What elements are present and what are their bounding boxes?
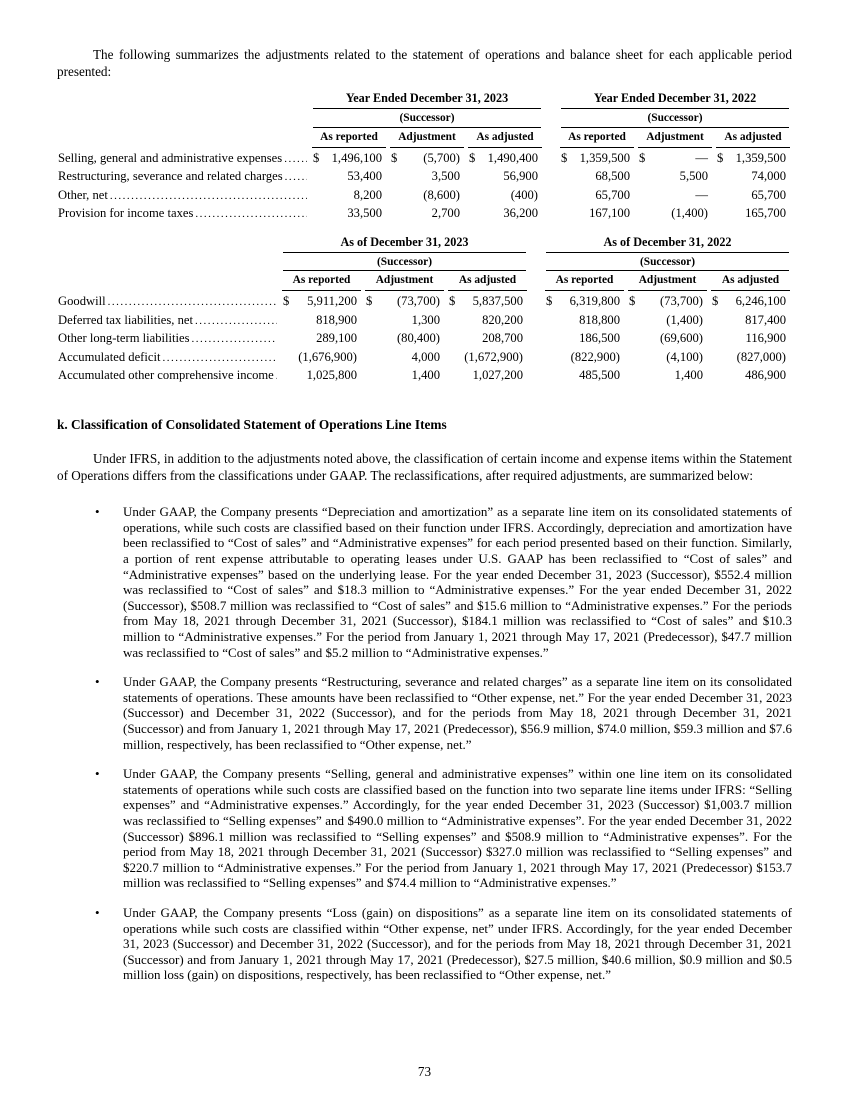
amount-cell: 8,200	[353, 187, 382, 202]
amount-cell: 186,500	[579, 331, 620, 346]
table-row	[57, 330, 792, 348]
amount-cell: $ 1,490,400	[469, 151, 538, 166]
bullet-list	[57, 504, 792, 983]
amount-cell: $ 1,359,500	[717, 151, 786, 166]
column-group-subtitle: (Successor)	[543, 255, 792, 274]
dot-leader	[162, 350, 277, 365]
table-row	[57, 205, 792, 223]
amount-cell: 5,500	[679, 169, 708, 184]
amount-cell: $ (73,700)	[629, 294, 703, 309]
column-header-row	[57, 130, 792, 150]
amount-cell: $ (5,700)	[391, 151, 460, 166]
intro-paragraph: The following summarizes the adjustments related to the statement of operations and balance sheet for each applicable period presented:	[57, 47, 792, 80]
amount-cell: 2,700	[431, 206, 460, 221]
column-group-subtitle: (Successor)	[280, 255, 529, 274]
amount-cell: (1,400)	[666, 312, 703, 327]
column-header: Adjustment	[636, 130, 714, 150]
row-label: Accumulated other comprehensive income .....	[57, 367, 280, 385]
amount-cell: (8,600)	[423, 187, 460, 202]
column-header: As reported	[310, 130, 388, 150]
amount-cell: 820,200	[482, 312, 523, 327]
amount-cell: $ 1,496,100	[313, 151, 382, 166]
amount-cell: $ 5,837,500	[449, 294, 523, 309]
column-header: As reported	[280, 273, 363, 293]
amount-cell: 1,025,800	[306, 367, 357, 382]
bullet-icon: •	[95, 504, 100, 520]
row-label: Other long-term liabilities .....	[57, 330, 280, 348]
dot-leader	[195, 206, 307, 221]
column-header-row	[57, 273, 792, 293]
row-label: Other, net .....	[57, 187, 310, 205]
amount-cell: 4,000	[411, 349, 440, 364]
amount-cell: 165,700	[745, 206, 786, 221]
table-row	[57, 312, 792, 330]
column-header: Adjustment	[388, 130, 466, 150]
amount-cell: 817,400	[745, 312, 786, 327]
amount-cell: (69,600)	[659, 331, 703, 346]
list-item	[95, 905, 792, 983]
dot-leader	[108, 294, 277, 309]
list-item	[95, 504, 792, 660]
amount-cell: $ —	[639, 151, 708, 166]
bullet-text: Under GAAP, the Company presents “Restructuring, severance and related charges” as a separate line item on its consolidated statements of operations. These amounts have been reclassified to “Other expense, net.” For the year ended December 31, 2023 (Successor) and December 31, 2022 (Successor), and for the periods from May 18, 2021 through December 31, 2021 (Successor) and from January 1, 2021 through May 17, 2021 (Predecessor), $56.9 million, $74.0 million, $59.3 million and $7.6 million, respectively, has been reclassified to “Other expense, net.”	[123, 674, 792, 752]
column-header: As reported	[558, 130, 636, 150]
amount-cell: 36,200	[503, 206, 538, 221]
amount-cell: $ 1,359,500	[561, 151, 630, 166]
column-group-title: As of December 31, 2023	[280, 234, 529, 255]
dot-leader	[285, 169, 307, 184]
table-row	[57, 367, 792, 385]
bullet-icon: •	[95, 904, 100, 920]
list-item	[95, 766, 792, 891]
group-subtitle-row	[57, 255, 792, 274]
amount-cell: 818,900	[316, 312, 357, 327]
amount-cell: (1,676,900)	[298, 349, 357, 364]
table-row	[57, 293, 792, 311]
bullet-text: Under GAAP, the Company presents “Depreciation and amortization” as a separate line item on its consolidated statements of operations, while such costs are classified based on their function under IFRS. Accordingly, depreciation and amortization have been reclassified to “Cost of sales” and “Administrative expenses” for each period presented based on their function. Similarly, a portion of rent expense attributable to operating leases under U.S. GAAP has been reclassified to “Cost of sales” and “Administrative expenses” based on the underlying lease. For the year ended December 31, 2023 (Successor), $552.4 million was reclassified to “Cost of sales” and $18.3 million to “Administrative expenses.” For the year ended December 31, 2022 (Successor), $508.7 million was reclassified to “Cost of sales” and $15.6 million to “Administrative expenses.” For the periods from May 18, 2021 through December 31, 2021 (Successor), $184.1 million was reclassified to “Cost of sales” and $10.3 million to “Administrative expenses.” For the period from January 1, 2021 through May 17, 2021 (Predecessor), $47.7 million was reclassified to “Cost of sales” and $5.2 million to “Administrative expenses.”	[123, 504, 792, 660]
page-number: 73	[417, 1064, 432, 1079]
amount-cell: 1,400	[674, 367, 703, 382]
amount-cell: $ 6,246,100	[712, 294, 786, 309]
list-item	[95, 674, 792, 752]
column-group-title: Year Ended December 31, 2023	[310, 90, 544, 111]
amount-cell: 1,300	[411, 312, 440, 327]
section-heading: k. Classification of Consolidated Statement of Operations Line Items	[57, 417, 447, 433]
row-label: Selling, general and administrative expenses .....	[57, 150, 310, 168]
amount-cell: 33,500	[347, 206, 382, 221]
amount-cell: 208,700	[482, 331, 523, 346]
amount-cell: (400)	[510, 187, 538, 202]
amount-cell: $ (73,700)	[366, 294, 440, 309]
amount-cell: (1,400)	[671, 206, 708, 221]
section-intro-paragraph: Under IFRS, in addition to the adjustments noted above, the classification of certain income and expense items within the Statement of Operations differs from the classifications under GAAP. The reclassifications, after required adjustments, are summarized below:	[57, 450, 792, 484]
amount-cell: 56,900	[503, 169, 538, 184]
amount-cell: 485,500	[579, 367, 620, 382]
amount-cell: 65,700	[595, 187, 630, 202]
bullet-text: Under GAAP, the Company presents “Selling, general and administrative expenses” within one line item on its consolidated statements of operations while such costs are classified based on the function into two separate line items under IFRS: “Selling expenses” and “Administrative expenses.” Accordingly, for the year ended December 31, 2023 (Successor) $1,003.7 million was reclassified to “Selling expenses” and $490.0 million to “Administrative expenses”. For the year ended December 31, 2022 (Successor) $896.1 million was reclassified to “Selling expenses” and $508.9 million to “Administrative expenses”. For the period from May 18, 2021 through December 31, 2021 (Successor) $327.0 million was reclassified to “Selling expenses” and $220.7 million to “Administrative expenses.” For the period from January 1, 2021 through May 17, 2021 (Predecessor) $153.7 million was reclassified to “Selling expenses” and $74.4 million to “Administrative expenses.”	[123, 766, 792, 891]
dot-leader	[284, 151, 307, 166]
amount-cell: (827,000)	[736, 349, 786, 364]
table-row	[57, 349, 792, 367]
amount-cell: 74,000	[751, 169, 786, 184]
bullet-icon: •	[95, 766, 100, 782]
column-header: As adjusted	[466, 130, 544, 150]
amount-cell: (1,672,900)	[464, 349, 523, 364]
amount-cell: (822,900)	[570, 349, 620, 364]
column-header: As adjusted	[709, 273, 792, 293]
amount-cell: 1,400	[411, 367, 440, 382]
dot-leader	[192, 331, 277, 346]
amount-cell: 167,100	[589, 206, 630, 221]
bullet-text: Under GAAP, the Company presents “Loss (gain) on dispositions” as a separate line item on its consolidated statements of operations while such costs are classified within “Other expense, net” under IFRS. Accordingly, for the year ended December 31, 2023 (Successor) and December 31, 2022 (Successor), and for the periods from May 18, 2021 through December 31, 2021 (Successor) and from January 1, 2021 through May 17, 2021 (Predecessor), $27.5 million, $40.6 million, $0.9 million and $0.5 million loss (gain) on dispositions, respectively, has been reclassified to “Other expense, net.”	[123, 904, 792, 983]
row-label: Deferred tax liabilities, net .....	[57, 312, 280, 330]
column-header: Adjustment	[626, 273, 709, 293]
column-header: Adjustment	[363, 273, 446, 293]
amount-cell: 818,800	[579, 312, 620, 327]
table-row	[57, 187, 792, 205]
amount-cell: 1,027,200	[472, 367, 523, 382]
column-group-title: Year Ended December 31, 2022	[558, 90, 792, 111]
balance-sheet-adjustments-table	[57, 234, 792, 386]
column-header: As reported	[543, 273, 626, 293]
amount-cell: $ 6,319,800	[546, 294, 620, 309]
group-title-row	[57, 234, 792, 255]
dot-leader	[195, 313, 277, 328]
amount-cell: —	[695, 187, 708, 202]
column-group-subtitle: (Successor)	[310, 111, 544, 130]
amount-cell: 116,900	[745, 331, 786, 346]
amount-cell: (4,100)	[666, 349, 703, 364]
dot-leader	[276, 368, 277, 383]
amount-cell: $ 5,911,200	[283, 294, 357, 309]
operations-adjustments-table	[57, 90, 792, 223]
column-group-subtitle: (Successor)	[558, 111, 792, 130]
row-label: Goodwill .....	[57, 293, 280, 311]
row-label: Provision for income taxes .....	[57, 205, 310, 223]
bullet-icon: •	[95, 674, 100, 690]
row-label: Restructuring, severance and related charges .....	[57, 168, 310, 186]
amount-cell: 68,500	[595, 169, 630, 184]
amount-cell: 3,500	[431, 169, 460, 184]
amount-cell: 53,400	[347, 169, 382, 184]
group-subtitle-row	[57, 111, 792, 130]
table-row	[57, 168, 792, 186]
amount-cell: 486,900	[745, 367, 786, 382]
column-header: As adjusted	[446, 273, 529, 293]
row-label: Accumulated deficit .....	[57, 349, 280, 367]
amount-cell: 289,100	[316, 331, 357, 346]
amount-cell: 65,700	[751, 187, 786, 202]
group-title-row	[57, 90, 792, 111]
table-row	[57, 150, 792, 168]
column-group-title: As of December 31, 2022	[543, 234, 792, 255]
dot-leader	[110, 188, 307, 203]
amount-cell: (80,400)	[396, 331, 440, 346]
column-header: As adjusted	[714, 130, 792, 150]
